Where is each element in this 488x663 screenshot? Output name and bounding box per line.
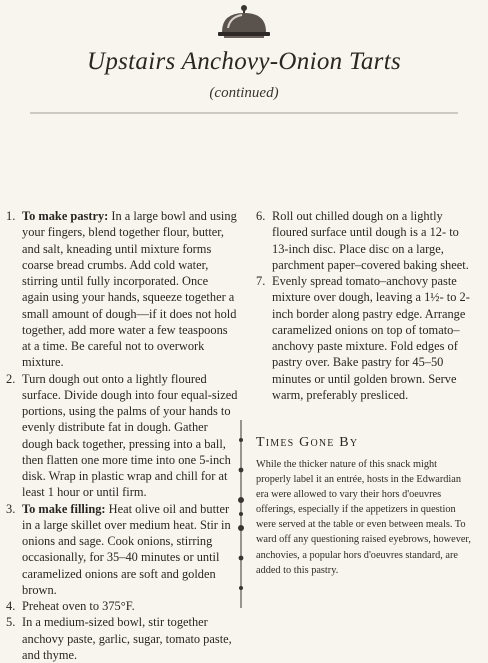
step-text: Evenly spread tomato–anchovy paste mixture over dough, leaving a 1½- to 2-inch border along pastry edge. Arrange caramelized onions on top of tomato–anchovy paste mixture. Fold edges of pastry over. Bake pastry for 45–50 minutes or until golden brown. Serve warm, preferably presliced. xyxy=(272,274,470,402)
recipe-step xyxy=(6,614,238,663)
step-number: 1. xyxy=(6,209,16,223)
steps-list-left xyxy=(6,208,238,663)
step-text: Heat olive oil and butter in a large skillet over medium heat. Stir in onions and sage. Cook onions, stirring occasionally, for 35–40 minutes or until caramelized onions are soft and golden brown. xyxy=(22,501,231,597)
recipe-step xyxy=(256,208,470,273)
steps-left-column xyxy=(6,208,238,663)
step-text: In a medium-sized bowl, stir together anchovy paste, garlic, sugar, tomato paste, and thyme. xyxy=(22,615,232,662)
step-text: Turn dough out onto a lightly floured surface. Divide dough into four equal-sized portions, using the palms of your hands to evenly distribute fat in dough. Gather dough back together, pressing into a ball, then flatten one more time into one 5-inch disk. Wrap in plastic wrap and chill for at least 1 hour or until firm. xyxy=(22,371,238,500)
step-text: Roll out chilled dough on a lightly floured surface until dough is a 12- to 13-inch disc. Place disc on a large, parchment paper–covered baking sheet. xyxy=(272,209,469,272)
step-number: 2. xyxy=(6,371,16,386)
title-rule xyxy=(30,108,458,118)
sidebar-title: Times Gone By xyxy=(256,435,359,450)
step-number: 4. xyxy=(6,599,16,613)
cloche-icon xyxy=(214,2,274,42)
sidebar-body: While the thicker nature of this snack might properly label it an entrée, hosts in the Edwardian era were allowed to vary their hors d'oeuvres offerings, especially if the appetizers in question were served at the table or even between meals. To ward off any questioning raised eyebrows, however, anchovies, a popular hors d'oeuvres standard, are added to this pastry. xyxy=(256,459,471,576)
step-lead: To make filling: xyxy=(22,501,106,516)
recipe-step xyxy=(6,208,238,371)
recipe-step xyxy=(6,371,238,501)
step-text: Preheat oven to 375°F. xyxy=(22,599,135,613)
step-number: 6. xyxy=(256,209,266,223)
recipe-step xyxy=(256,273,470,403)
step-number: 7. xyxy=(256,274,266,288)
recipe-step xyxy=(6,501,238,599)
step-lead: To make pastry: xyxy=(22,209,109,223)
step-number: 5. xyxy=(6,615,16,630)
ornamental-divider xyxy=(237,420,245,608)
steps-list-right xyxy=(256,208,470,403)
times-gone-by-sidebar xyxy=(256,435,474,578)
recipe-title: Upstairs Anchovy-Onion Tarts xyxy=(87,48,401,75)
recipe-subtitle: (continued) xyxy=(209,85,279,101)
steps-right-column xyxy=(256,208,470,403)
step-number: 3. xyxy=(6,501,16,516)
step-text: In a large bowl and using your fingers, blend together flour, butter, and salt, kneading until mixture forms coarse bread crumbs. Add cold water, stirring until fully incorporated. Once again using your hands, squeeze together a small amount of dough—if it does not hold together, add more water a few teaspoons at a time. Be careful not to overwork mixture. xyxy=(22,209,237,370)
recipe-step xyxy=(6,598,238,614)
